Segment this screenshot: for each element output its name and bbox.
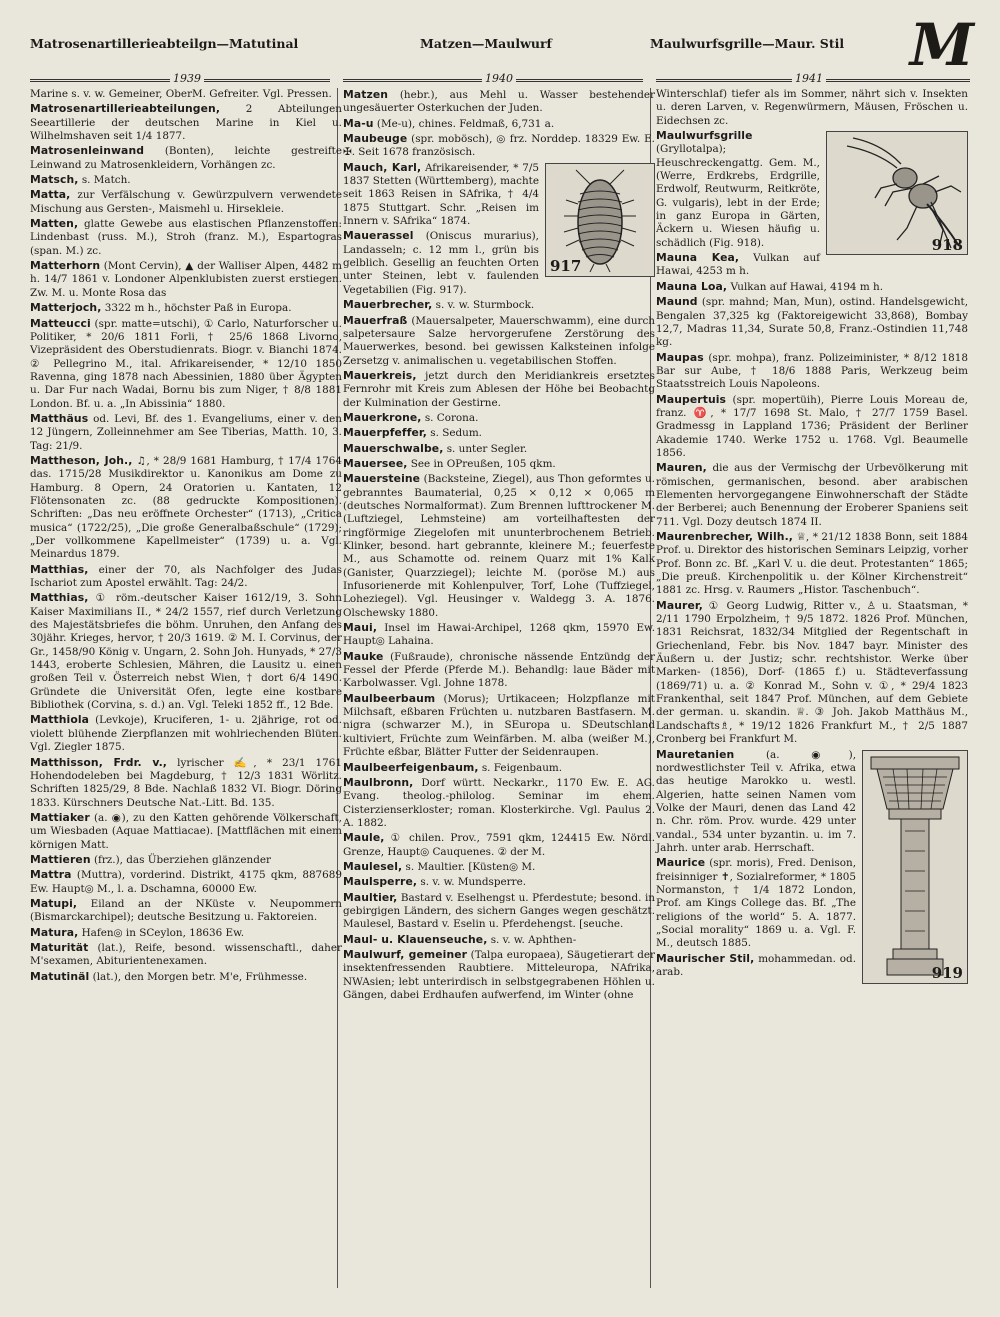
dictionary-entry — [343, 761, 655, 775]
dictionary-entry — [343, 426, 655, 440]
entry-headword: Ma-u — [343, 116, 374, 130]
dictionary-entry — [656, 351, 968, 392]
entry-headword: Matrosenartillerieabteilungen, — [30, 102, 221, 116]
entry-headword: Matthias, — [30, 591, 89, 605]
dictionary-entry — [656, 295, 968, 349]
entry-text: zur Verfälschung v. Gewürzpulvern verwendete Mischung aus Gersten-, Maismehl u. Hirsekleie. — [30, 189, 342, 215]
dictionary-entry — [343, 891, 655, 932]
dictionary-entry — [30, 970, 342, 984]
running-head-right: Maulwurfsgrille—Maur. Stil — [650, 36, 845, 51]
dictionary-entry — [30, 102, 342, 143]
entry-headword: Matthiola — [30, 713, 90, 727]
dictionary-entry — [30, 941, 342, 969]
entry-headword: Mauch, Karl, — [343, 160, 422, 174]
entry-text: Eiland an der NKüste v. Neupommern (Bismarckarchipel); deutsche Besitzung u. Faktoreien. — [30, 897, 342, 924]
entry-text: die aus der Vermischg der Urbevölkerung mit römischen, germanischen, besond. aber arabischen Elementen hervorgegangene Einwohnerschaft der Städte der Berberei; auch Benennung der Eroberer Spaniens seit 711. Vgl. Dozy deutsch 1874 II. — [656, 462, 968, 528]
entry-headword: Maul- u. Klauenseuche, — [343, 932, 488, 946]
entry-headword: Maulwurf, gemeiner — [343, 947, 468, 961]
entry-text: einer der 70, als Nachfolger des Judas Ischariot zum Apostel erwählt. Tag: 24/2. — [30, 563, 342, 590]
section-letter: M — [909, 11, 974, 79]
entry-headword: Matta, — [30, 188, 71, 202]
dictionary-entry — [343, 650, 655, 691]
entry-text: s. Corona. — [424, 411, 479, 424]
dictionary-entry — [30, 188, 342, 216]
entry-headword: Maulwurfsgrille — [656, 129, 753, 143]
dictionary-entry — [30, 811, 342, 852]
entry-headword: Maupertuis — [656, 392, 727, 406]
entry-text: ① Georg Ludwig, Ritter v., ♙ u. Staatsman, * 2/11 1790 Erpolzheim, † 9/5 1872. 1826 Prof. München, 1831 Reichsrat, 1832/34 Mitglied der Regentschaft in Griechenland, Febr. bis Nov. 1847 bayr. Minister des Äußern u. der Justiz; schr. rechtshistor. Werke über Marken- (1856), Dorf- (1865 f.) u. Städteverfassung (1869/71) u. a. ② Konrad M., Sohn v. ①, * 29/4 1823 Frankenthal, seit 1847 Prof. München, auf dem Gebiete der german. u. skandin. ♕. ③ Joh. Jakob Matthäus M., Landschafts♗, * 19/12 1826 Frankfurt M., † 2/5 1887 Cronberg bei Frankfurt M. — [656, 599, 968, 746]
entry-text: Winterschlaf) tiefer als im Sommer, nährt sich v. Insekten u. deren Larven, v. Regenwürmern, Mäusen, Fröschen u. Eidechsen zc. — [656, 88, 968, 127]
entry-text: Bastard v. Eselhengst u. Pferdestute; besond. in gebirgigen Ländern, des sichern Ganges wegen geschätzt. Maulesel, Bastard v. Eselin u. Pferdehengst. [seuche. — [343, 891, 655, 931]
entry-text: od. Levi, Bf. des 1. Evangeliums, einer v. den 12 Jüngern, Zolleinnehmer am See Tiberias, Matth. 10, 3. Tag: 21/9. — [30, 412, 342, 452]
figure-918 — [826, 131, 968, 255]
entry-text: s. Feigenbaum. — [481, 761, 563, 774]
dictionary-entry — [30, 88, 342, 101]
page-number: 1940 — [482, 72, 516, 85]
entry-text: glatte Gewebe aus elastischen Pflanzenstoffen: Lindenbast (russ. M.), Stroh (franz. M.), Espartogras (span. M.) zc. — [30, 218, 342, 257]
entry-text: ♫, * 28/9 1681 Hamburg, † 17/4 1764 das. 1715/28 Musikdirektor u. Kanonikus am Dome zu Hamburg. 8 Opern, 24 Oratorien u. Kantaten, 12 Flötensonaten zc. (88 gedruckte Kompositionen). Schriften: „Das neu eröffnete Orchester“ (1713), „Critica musica“ (1722/25), „Die große Generalbaßschule“ (1729); „Der vollkommene Kapellmeister“ (1739) u. a. Vgl. Meinardus 1879. — [30, 454, 342, 561]
entry-text: (spr. mahnd; Man, Mun), ostind. Handelsgewicht, Bengalen 37,325 kg (Faktoreigewicht 33,868), Bombay 12,7, Madras 11,34, Surate 50,8, Franz.-Ostindien 11,748 kg. — [656, 296, 968, 349]
entry-text: (lat.), Reife, besond. wissenschaftl., daher M'sexamen, Abiturientenexamen. — [30, 941, 342, 968]
entry-headword: Mauerfraß — [343, 313, 408, 327]
entry-text: s. unter Segler. — [446, 442, 528, 455]
entry-headword: Mauerkreis, — [343, 368, 417, 382]
entry-headword: Maturität — [30, 940, 89, 954]
entry-text: s. v. w. Aphthen- — [490, 933, 577, 946]
entry-headword: Mauerbrecher, — [343, 298, 433, 312]
entry-headword: Maulesel, — [343, 859, 403, 873]
dictionary-entry — [656, 530, 968, 598]
entry-text: (Me-u), chines. Feldmaß, 6,731 a. — [376, 117, 555, 130]
dictionary-entry — [343, 298, 655, 312]
entry-text: Vulkan auf Hawai, 4253 m h. — [656, 252, 820, 278]
page-number-row — [30, 74, 970, 86]
entry-text: (Mont Cervin), ▲ der Walliser Alpen, 4482 m h. 14/7 1861 v. Londoner Alpenklubisten zuerst erstiegen. Zw. M. u. Monte Rosa das — [30, 260, 342, 299]
page-number: 1941 — [792, 72, 826, 85]
dictionary-entry — [343, 132, 655, 160]
dictionary-entry — [30, 173, 342, 187]
dictionary-entry — [30, 713, 342, 754]
entry-headword: Maule, — [343, 831, 385, 845]
entry-headword: Mattheson, Joh., — [30, 453, 133, 467]
entry-text: (spr. mobösch), ◎ frz. Norddep. 18329 Ew. E. ✠. Seit 1678 französisch. — [343, 133, 655, 159]
entry-text: Insel im Hawai-Archipel, 1268 qkm, 15970 Ew. Haupt◎ Lahaina. — [343, 622, 656, 648]
column-1 — [30, 88, 342, 985]
column-3 — [656, 88, 968, 986]
entry-headword: Mauerpfeffer, — [343, 426, 427, 440]
dictionary-entry — [343, 457, 655, 471]
dictionary-entry — [30, 926, 342, 940]
dictionary-entry — [30, 259, 342, 300]
dictionary-entry — [343, 692, 655, 760]
entry-text: Dorf württ. Neckarkr., 1170 Ew. E. AG. Evang. theolog.-philolog. Seminar im ehem. Cisterzienserkloster; roman. Klosterkirche. Vgl. Paulus 2. A. 1882. — [343, 776, 655, 829]
entry-headword: Matterjoch, — [30, 301, 102, 315]
entry-headword: Matthäus — [30, 411, 89, 425]
entry-headword: Maurischer Stil, — [656, 951, 755, 965]
dictionary-entry — [656, 599, 968, 747]
entry-headword: Maulsperre, — [343, 875, 418, 889]
entry-text: s. Match. — [81, 174, 131, 187]
entry-headword: Matura, — [30, 925, 79, 939]
entry-text: ♕, * 21/12 1838 Bonn, seit 1884 Prof. u. Direktor des historischen Seminars Leipzig, vorher Prof. Bonn zc. Bf. „Karl V. u. die deut. Protestanten“ 1865; „Die preuß. Kirchenpolitik u. der Kölner Kirchenstreit“ 1881 zc. Hrsg. v. Raumers „Histor. Taschenbuch“. — [656, 531, 968, 597]
figure-919 — [862, 750, 968, 984]
entry-text: (spr. moris), Fred. Denison, freisinniger ✝, Sozialreformer, * 1805 Normanston, † 1/4 1872 London, Prof. am Kings College das. Bf. „The religions of the world“ 5. A. 1877. „Social morality“ 1869 u. a. Vgl. F. M., deutsch 1885. — [656, 857, 856, 950]
entry-headword: Matupi, — [30, 896, 78, 910]
dictionary-entry — [343, 314, 655, 368]
entry-text: s. v. w. Sturmbock. — [435, 299, 535, 312]
entry-text: (Morus); Urtikaceen; Holzpflanze mit Milchsaft, eßbaren Früchten u. nutzbaren Bastfasern. M. nigra (schwarzer M.), in SEuropa u. SDeutschland kultiviert, Früchte zum Weinfärben. M. alba (weißer M.), Früchte eßbar, Blätter Futter der Seidenraupen. — [343, 692, 655, 759]
entry-text: (a. ◉), nordwestlichster Teil v. Afrika, etwa das heutige Marokko u. westl. Algerien, hatte seinen Namen vom Volke der Mauri, denen das Land 42 n. Chr. röm. Prov. wurde. 429 unter vandal., 534 unter byzantin. u. im 7. Jahrh. unter arab. Herrschaft. — [656, 748, 856, 854]
entry-text: (Bonten), leichte gestreifte Leinwand zu Matrosenkleidern, Vorhängen zc. — [30, 145, 342, 171]
entry-headword: Maui, — [343, 621, 378, 635]
dictionary-entry — [30, 853, 342, 867]
figure-number: 918 — [931, 235, 963, 254]
dictionary-entry — [343, 776, 655, 830]
figure-number: 917 — [550, 257, 582, 276]
dictionary-entry — [343, 411, 655, 425]
entry-headword: Mattieren — [30, 852, 91, 866]
entry-text: (spr. matte=utschi), ① Carlo, Naturforscher u. Politiker, * 20/6 1811 Forli, † 25/6 1868 Livorno, Vizepräsident des Oberstudienrats. Biogr. v. Bianchi 1874. ② Pellegrino M., ital. Afrikareisender, * 12/10 1850 Ravenna, ging 1878 nach Abessinien, 1880 über Ägypten u. Dar Fur nach Wadai, Bornu bis zum Niger, † 8/8 1881 London. Bf. u. a. „In Abissinia“ 1880. — [30, 317, 343, 410]
column-2 — [343, 88, 655, 1003]
entry-text: Vulkan auf Hawai, 4194 m h. — [730, 280, 883, 293]
dictionary-entry — [656, 280, 968, 294]
entry-text: (spr. mopertüih), Pierre Louis Moreau de, franz. ♈, * 17/7 1698 St. Malo, † 27/7 1759 Basel. Gradmessg in Lappland 1736; Präsident der Berliner Akademie 1740. Werke 1752 u. 1768. Vgl. Beaumelle 1856. — [656, 393, 968, 459]
entry-headword: Maubeuge — [343, 132, 408, 146]
dictionary-entry — [656, 461, 968, 529]
entry-text: (a. ◉), zu den Katten gehörende Völkerschaft, um Wiesbaden (Aquae Mattiacae). [Mattflächen mit einem körnigen Matt. — [30, 811, 342, 851]
entry-text: Afrikareisender, * 7/5 1837 Stetten (Württemberg), machte seit 1863 Reisen in SAfrika, † 4/4 1875 Stuttgart. Schr. „Reisen im Innern v. SAfrika“ 1874. — [343, 161, 539, 228]
entry-text: 3322 m h., höchster Paß in Europa. — [104, 302, 292, 315]
entry-text: ① chilen. Prov., 7591 qkm, 124415 Ew. Nördl. Grenze, Haupt◎ Cauquenes. ② der M. — [343, 832, 656, 858]
entry-text: (spr. mohpa), franz. Polizeiminister, * 8/12 1818 Bar sur Aube, † 18/6 1888 Paris, Werkzeug beim Staatsstreich Louis Napoleons. — [656, 351, 968, 391]
dictionary-entry — [343, 88, 655, 116]
dictionary-entry — [343, 117, 655, 131]
entry-text: lyrischer ✍, * 23/1 1761 Hohendodeleben bei Magdeburg, † 12/3 1831 Wörlitz. Schriften 1825/29, 8 Bde. Nachlaß 1832 VI. Biogr. Döring 1833. Kürschners Deutsche Nat.-Litt. Bd. 135. — [30, 756, 342, 809]
entry-headword: Mauersee, — [343, 456, 408, 470]
entry-headword: Matten, — [30, 217, 79, 231]
entry-headword: Maurice — [656, 856, 706, 870]
dictionary-entry — [343, 860, 655, 874]
entry-text: (Talpa europaea), Säugetierart der insektenfressenden Raubtiere. Mitteleuropa, NAfrika, NWAsien; lebt unterirdisch in selbstgegrabenen Höhlen u. Gängen, dabei Erdhaufen aufwerfend, im Winter (ohne — [343, 948, 655, 1001]
dictionary-entry — [656, 88, 968, 128]
entry-headword: Mauerkrone, — [343, 410, 422, 424]
dictionary-entry — [30, 301, 342, 315]
entry-text: (Mauersalpeter, Mauerschwamm), eine durch salpetersaure Salze hervorgerufene Zerstörung des Mauerwerkes, besond. bei gewissen Kalksteinen infolge Zersetzg v. animalischen u. vegetabilischen Stoffen. — [343, 314, 655, 367]
dictionary-entry — [343, 369, 655, 410]
entry-headword: Maultier, — [343, 890, 398, 904]
entry-headword: Mauerschwalbe, — [343, 441, 444, 455]
entry-headword: Mauretanien — [656, 747, 735, 761]
entry-text: (hebr.), aus Mehl u. Wasser bestehender ungesäuerter Osterkuchen der Juden. — [343, 89, 655, 115]
entry-headword: Mauke — [343, 649, 384, 663]
entry-text: (Fußraude), chronische nässende Entzündg der Fessel der Pferde (Pferde M.). Behandlg: laue Bäder mit Karbolwasser. Vgl. Johne 1878. — [343, 650, 655, 690]
entry-headword: Matthisson, Frdr. v., — [30, 755, 168, 769]
entry-headword: Matthias, — [30, 562, 89, 576]
entry-headword: Matrosenleinwand — [30, 144, 145, 158]
entry-headword: Matsch, — [30, 173, 79, 187]
dictionary-entry — [30, 412, 342, 453]
dictionary-entry — [656, 129, 968, 254]
entry-headword: Mauerassel — [343, 229, 414, 243]
dictionary-entry — [343, 472, 655, 620]
entry-headword: Matterhorn — [30, 259, 101, 273]
entry-headword: Matutinäl — [30, 969, 90, 983]
entry-text: (Oniscus murarius), Landasseln; c. 12 mm l., grün bis gelblich. Gesellig an feuchten Orten unter Steinen, lebt v. faulenden Vegetabilien (Fig. 917). — [343, 230, 539, 296]
dictionary-entry — [343, 442, 655, 456]
entry-text: ① röm.-deutscher Kaiser 1612/19, 3. Sohn Kaiser Maximilians II., * 24/2 1557, rief durch Verletzung des Majestätsbriefes die böhm. Unruhen, den Anfang des 30jähr. Krieges, hervor, † 20/3 1619. ② M. I. Corvinus, der Gr., 1458/90 König v. Ungarn, 2. Sohn Joh. Hunyads, * 27/3 1443, eroberte Schlesien, Mähren, die Lausitz u. einen großen Teil v. Österreich nebst Wien, † dort 6/4 1490. Gründete die Universität Ofen, legte eine kostbare Bibliothek (Corvina, s. d.) an. Vgl. Teleki 1852 ff., 12 Bde. — [30, 592, 342, 712]
entry-text: (Levkoje), Kruciferen, 1- u. 2jährige, rot od. violett blühende Zierpflanzen mit wohlriechenden Blüten. Vgl. Ziegler 1875. — [30, 714, 342, 754]
dictionary-entry — [30, 217, 342, 258]
entry-text: s. v. w. Mundsperre. — [420, 876, 527, 889]
entry-headword: Mauersteine — [343, 472, 421, 486]
entry-headword: Mauna Loa, — [656, 279, 728, 293]
entry-text: (frz.), das Überziehen glänzender — [93, 853, 271, 866]
entry-text: (Muttra), vorderind. Distrikt, 4175 qkm, 887689 Ew. Haupt◎ M., l. a. Dschamna, 60000 Ew. — [30, 869, 342, 895]
entry-text: 2 Abteilungen Seeartillerie der deutschen Marine in Kiel u. Wilhelmshaven seit 1/4 1877. — [30, 103, 342, 143]
entry-text: (Gryllotalpa); Heuschreckengattg. Gem. M., (Werre, Erdkrebs, Erdgrille, Erdwolf, Reutwurm, Reitkröte, G. vulgaris), lebt in der Erde; in ganz Europa in Gärten, Äckern u. Wiesen häufig u. schädlich (Fig. 918). — [656, 143, 820, 249]
entry-headword: Mattra — [30, 868, 72, 882]
entry-text: s. Sedum. — [430, 427, 482, 440]
page-number: 1939 — [170, 72, 204, 85]
figure-number: 919 — [931, 964, 963, 983]
entry-headword: Maulbeerbaum — [343, 691, 436, 705]
dictionary-entry — [343, 831, 655, 859]
entry-text: mohammedan. od. arab. — [656, 952, 856, 978]
entry-headword: Mauren, — [656, 461, 707, 475]
dictionary-entry — [30, 454, 342, 562]
dictionary-entry — [343, 875, 655, 889]
dictionary-entry — [30, 868, 342, 896]
running-head-left: Matrosenartillerieabteilgn—Matutinal — [30, 36, 299, 51]
entry-headword: Matteucci — [30, 316, 91, 330]
figure-917 — [545, 163, 655, 277]
entry-headword: Maurenbrecher, Wilh., — [656, 530, 793, 543]
dictionary-entry — [30, 317, 342, 411]
dictionary-entry — [30, 756, 342, 810]
entry-text: Hafen◎ in SCeylon, 18636 Ew. — [81, 926, 245, 939]
entry-text: jetzt durch den Meridiankreis ersetztes Fernrohr mit Kreis zum Ablesen der Höhe bei Beobachtg der Kulmination der Gestirne. — [343, 369, 655, 409]
entry-headword: Maulbronn, — [343, 775, 414, 789]
entry-headword: Mattiaker — [30, 810, 90, 824]
dictionary-entry — [343, 621, 655, 649]
entry-text: (Backsteine, Ziegel), aus Thon geformtes u. gebranntes Baumaterial, 0,25 × 0,12 × 0,065 m (deutsches Normalformat). Zum Brennen lufttrockener M. (Luftziegel, Lehmsteine) am vorteilhaftesten der ringförmige Ziegelofen mit ununterbrochenem Betrieb. Klinker, besond. hart gebrannte, kleinere M.; feuerfeste M., aus Schamotte od. reinem Quarz mit 1% Kalk (Ganister, Quarzziegel); leichte M. (poröse M.) aus Infusorienerde mit Kohlenpulver, Torf, Lohe (Tuffziegel, Loheziegel). Vgl. Heusinger v. Waldegg 3. A. 1876. Olschewsky 1880. — [343, 473, 655, 619]
dictionary-entry — [343, 948, 655, 1002]
dictionary-entry — [656, 251, 968, 279]
entry-headword: Matzen — [343, 88, 389, 101]
entry-headword: Maund — [656, 295, 698, 309]
entry-headword: Maulbeerfeigenbaum, — [343, 760, 479, 774]
entry-headword: Maupas — [656, 350, 704, 364]
entry-text: (lat.), den Morgen betr. M'e, Frühmesse. — [92, 970, 308, 983]
entry-text: See in OPreußen, 105 qkm. — [410, 457, 556, 470]
dictionary-entry — [30, 897, 342, 925]
dictionary-entry — [343, 933, 655, 947]
running-head-middle: Matzen—Maulwurf — [420, 36, 552, 51]
entry-text: s. Maultier. [Küsten◎ M. — [405, 860, 536, 873]
entry-headword: Maurer, — [656, 598, 703, 612]
moorish-column-icon — [863, 751, 967, 983]
dictionary-entry — [30, 144, 342, 172]
entry-headword: Mauna Kea, — [656, 251, 740, 265]
dictionary-entry — [656, 393, 968, 461]
entry-text: Marine s. v. w. Gemeiner, OberM. Gefreiter. Vgl. Pressen. — [30, 88, 332, 100]
dictionary-entry — [30, 591, 342, 712]
dictionary-entry — [30, 563, 342, 591]
